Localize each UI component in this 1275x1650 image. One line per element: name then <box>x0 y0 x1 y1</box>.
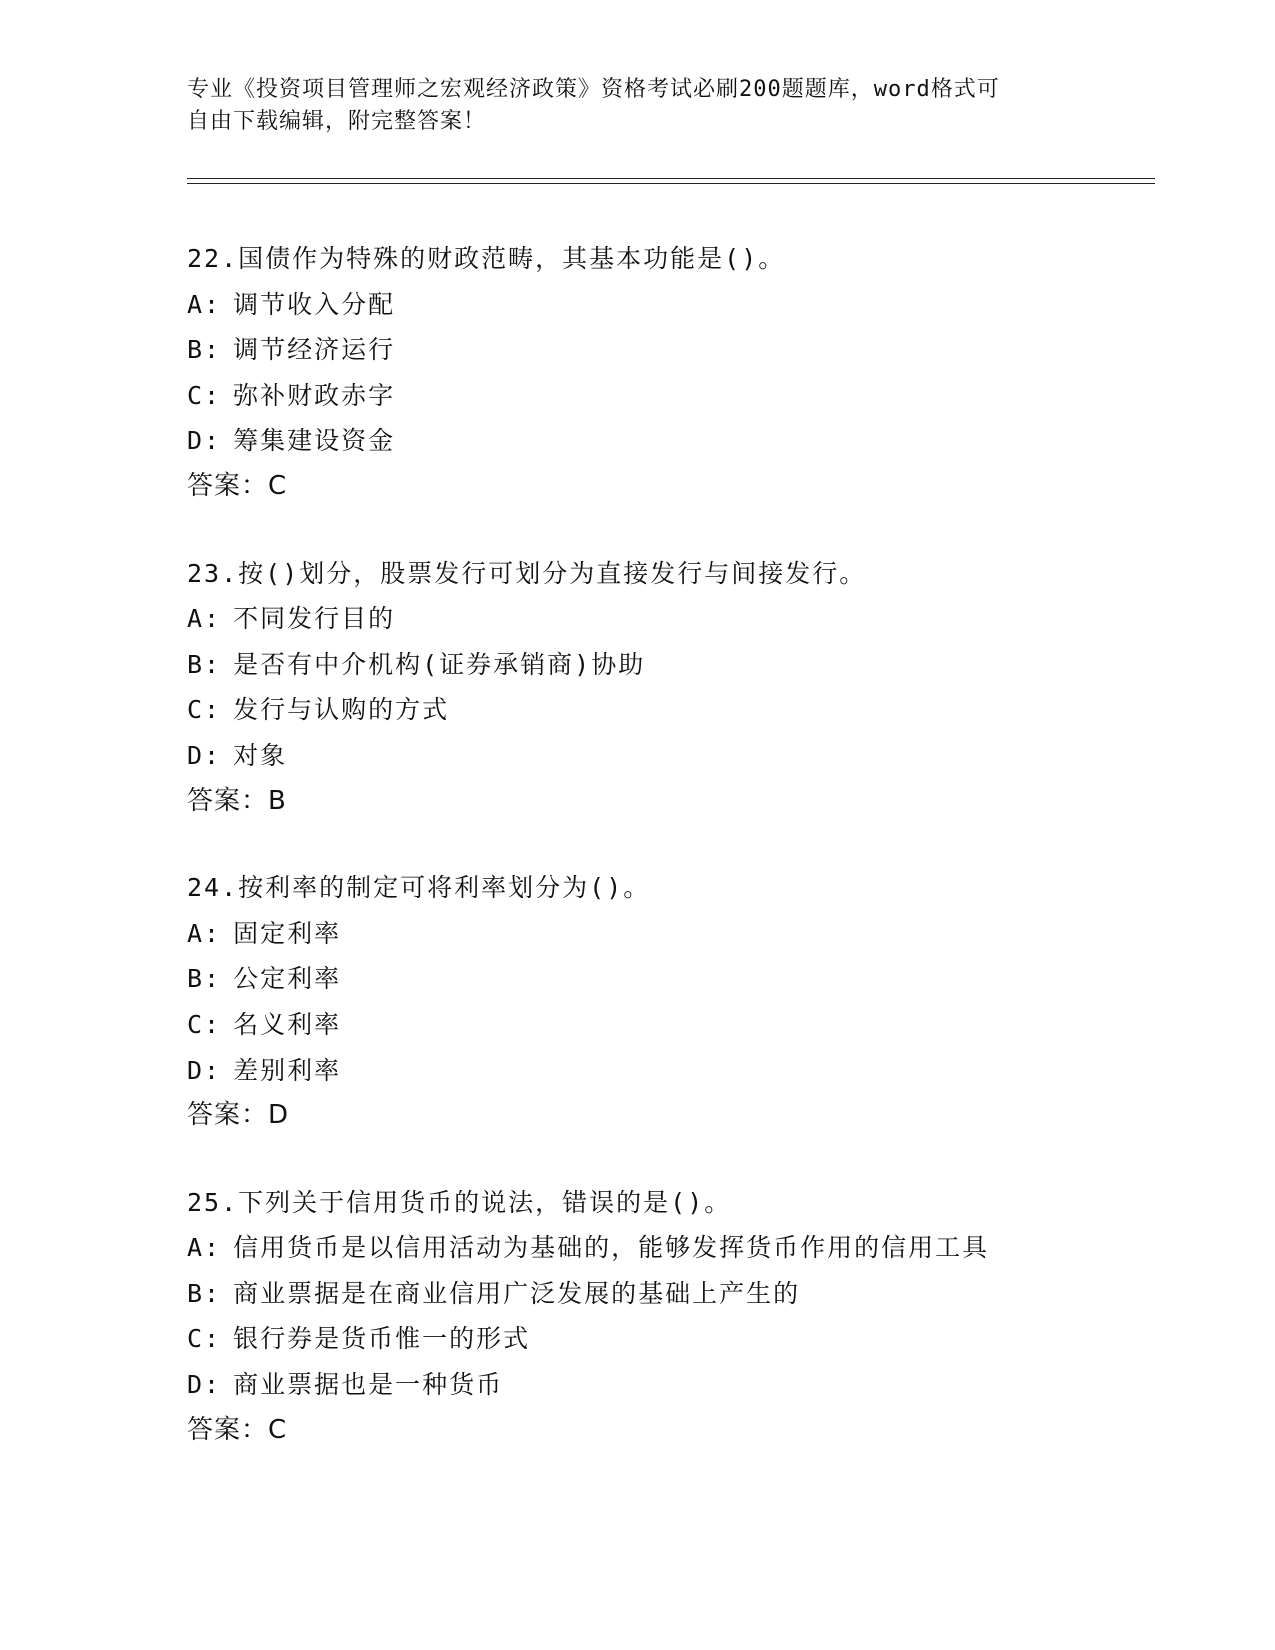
option-letter: B: <box>187 649 222 679</box>
option-d <box>187 418 1147 464</box>
option-text: 差别利率 <box>233 1055 342 1085</box>
option-letter: C: <box>187 1324 222 1354</box>
option-letter: D: <box>187 1055 222 1085</box>
option-text: 商业票据是在商业信用广泛发展的基础上产生的 <box>233 1278 801 1308</box>
answer-line: 答案：C <box>187 470 288 501</box>
option-letter: B: <box>187 964 222 994</box>
option-letter: C: <box>187 1009 222 1039</box>
option-letter: D: <box>187 1370 222 1400</box>
question-22 <box>187 236 1147 510</box>
option-text: 是否有中介机构(证券承销商)协助 <box>233 649 646 679</box>
option-a <box>187 282 1147 328</box>
option-letter: C: <box>187 380 222 410</box>
question-list <box>187 236 1147 1494</box>
option-text: 弥补财政赤字 <box>233 380 396 410</box>
option-letter: A: <box>187 289 222 319</box>
option-text: 调节收入分配 <box>233 289 396 319</box>
question-stem: 22.国债作为特殊的财政范畴，其基本功能是()。 <box>187 244 786 273</box>
option-text: 名义利率 <box>233 1009 342 1039</box>
option-letter: B: <box>187 335 222 365</box>
option-text: 固定利率 <box>233 918 342 948</box>
option-letter: D: <box>187 426 222 456</box>
option-text: 信用货币是以信用活动为基础的，能够发挥货币作用的信用工具 <box>233 1233 990 1263</box>
header-divider-bottom <box>187 183 1155 184</box>
option-a <box>187 1225 1147 1271</box>
header-line-2: 自由下载编辑，附完整答案！ <box>187 109 487 134</box>
option-c <box>187 1316 1147 1362</box>
option-b <box>187 642 1147 688</box>
option-text: 筹集建设资金 <box>233 426 396 456</box>
question-24 <box>187 865 1147 1139</box>
option-text: 商业票据也是一种货币 <box>233 1370 504 1400</box>
question-stem: 23.按()划分，股票发行可划分为直接发行与间接发行。 <box>187 558 867 588</box>
option-letter: A: <box>187 918 222 948</box>
option-text: 发行与认购的方式 <box>233 695 450 725</box>
option-letter: B: <box>187 1278 222 1308</box>
option-c <box>187 373 1147 419</box>
option-d <box>187 1362 1147 1408</box>
option-a <box>187 596 1147 642</box>
question-stem: 25.下列关于信用货币的说法，错误的是()。 <box>187 1187 732 1217</box>
question-23 <box>187 551 1147 825</box>
option-b <box>187 1271 1147 1317</box>
option-d <box>187 733 1147 779</box>
option-text: 调节经济运行 <box>233 335 396 365</box>
document-header <box>187 74 1087 138</box>
question-25 <box>187 1180 1147 1454</box>
option-letter: A: <box>187 1233 222 1263</box>
header-line-1: 专业《投资项目管理师之宏观经济政策》资格考试必刷200题题库，word格式可 <box>187 77 1000 102</box>
answer-line: 答案：C <box>187 1414 288 1445</box>
question-stem: 24.按利率的制定可将利率划分为()。 <box>187 873 651 903</box>
option-c <box>187 687 1147 733</box>
answer-line: 答案：D <box>187 1100 290 1131</box>
option-letter: D: <box>187 740 222 770</box>
option-text: 公定利率 <box>233 964 342 994</box>
option-d <box>187 1048 1147 1094</box>
option-c <box>187 1002 1147 1048</box>
option-letter: A: <box>187 604 222 634</box>
option-b <box>187 956 1147 1002</box>
answer-line: 答案：B <box>187 785 287 816</box>
option-a <box>187 911 1147 957</box>
header-divider-top <box>187 178 1155 179</box>
option-text: 银行券是货币惟一的形式 <box>233 1324 531 1354</box>
option-text: 对象 <box>233 740 288 770</box>
option-letter: C: <box>187 695 222 725</box>
option-b <box>187 327 1147 373</box>
option-text: 不同发行目的 <box>233 604 396 634</box>
